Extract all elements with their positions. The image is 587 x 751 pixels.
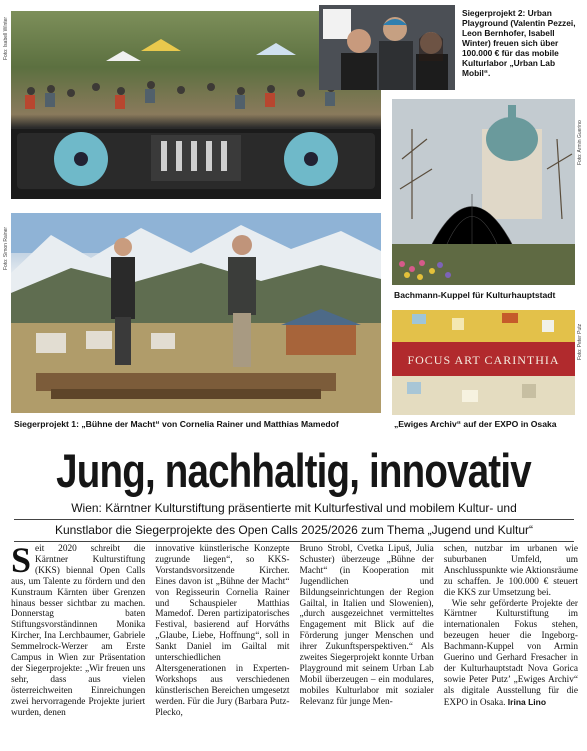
article-column-3 [300, 544, 434, 744]
mosaic-caption: „Ewiges Archiv“ auf der EXPO in Osaka [394, 419, 557, 429]
subhead-line-1: Wien: Kärntner Kulturstiftung präsentierte mit Kulturfestival und mobilem Kultur- und [14, 498, 574, 520]
eternal-archive-mosaic-photo [392, 310, 575, 415]
photo-credit-dj: Foto: Isabell Winter [3, 16, 9, 60]
article-column-4 [444, 544, 578, 744]
portrait-caption: Siegerprojekt 2: Urban Playground (Valentin Pezzei, Leon Bernhofer, Isabell Winter) freuen sich über 100.000 € für das mobile Kulturlabor „Urban Lab Mobil“. [462, 8, 576, 78]
column-3-text: Bruno Strobl, Cvetka Lipuš, Julia Schuster) überzeuge „Bühne der Macht“ (in Kooperation mit Jugendlichen und Bildungseinrichtungen der Region Gailtal, in Italien und Slowenien), „durch ausgezeichnet vermitteltes Engagement mit Blick auf die Förderung junger Menschen und ihrer Zukunftsperspektiven.“ Als zweites Siegerprojekt konnte Urban Playground mit seinem Urban Lab Mobil überzeugen – ein modulares, mobiles Kulturlabor mit sozialer Relevanz für junge Men- [299, 544, 434, 707]
article-column-1 [11, 544, 145, 744]
photo-credit-mountain: Foto: Simon Rainer [3, 226, 9, 270]
dome-caption: Bachmann-Kuppel für Kulturhauptstadt [394, 290, 556, 300]
article-column-2 [155, 544, 289, 744]
article-author: Irina Lino [507, 696, 547, 707]
column-4-paragraph-1: schen, nutzbar im urbanen wie suburbanen Umfeld, um Anschlusspunkte wie Aktionsräume zu schaffen. Je 100.000 € steuert die KKS zur Umsetzung bei. [443, 544, 578, 598]
mountain-caption: Siegerprojekt 1: „Bühne der Macht“ von Cornelia Rainer und Matthias Mamedof [14, 419, 339, 429]
stage-of-power-photo [11, 213, 381, 413]
photo-credit-mosaic: Foto: Peter Putz [577, 323, 583, 360]
column-4-paragraph-2: Wie sehr geförderte Projekte der Kärntner Kulturstiftung im internationalen Fokus stehen, bezeugen heuer die Ingeborg-Bachmann-Kuppel von Armin Guerino und Gerhard Fresacher in der Kulturhauptstadt Nova Gorica sowie Peter Putz’ „Ewiges Archiv“ als digitale Ausstellung für die EXPO in Osaka. [443, 598, 578, 708]
photo-credit-dome: Foto: Armin Guerino [577, 120, 583, 165]
article-headline: Jung, nachhaltig, innovativ [56, 444, 531, 497]
urban-playground-portrait-photo [319, 5, 455, 90]
article-body [11, 544, 578, 744]
bachmann-dome-photo [392, 99, 575, 285]
column-4-paragraph-2-wrap [444, 599, 578, 709]
drop-cap: S [11, 544, 32, 580]
column-2-text: innovative künstlerische Konzepte zugrunde liegen“, so KKS-Vorstandsvorsitzende Kircher. Eines davon ist „Bühne der Macht“ von Regisseurin Cornelia Rainer und Schauspieler Matthias Mamedof. Deren partizipatorisches Festival, basierend auf Horváths „Glaube, Liebe, Hoffnung“, soll in Sankt Daniel im Gailtal mit unterschiedlichen Altersgenerationen in Experten-Workshops aus verschiedenen künstlerischen Bereichen umgesetzt werden. Für die Jury (Barbara Putz-Plecko, [155, 544, 290, 718]
mosaic-text: FOCUS ART CARINTHIA [407, 353, 560, 367]
column-1-text: eit 2020 schreibt die Kärntner Kulturstiftung (KKS) biennal Open Calls aus, um Talente zu fördern und den Kunstraum Kärnten über Grenzen hinaus besser sichtbar zu machen. Donnerstag baten Stiftungsvorständinnen Monika Kircher, Ina Lerchbaumer, Gabriele Semmelrock-Werzer am Erste Campus in Wien zur Präsentation der Siegerprojekte: „Wir freuen uns sehr, dass aus vielen österreichweiten Einreichungen zwei hervorragende Projekte juriert wurden, denen [11, 544, 146, 718]
article-subhead [14, 498, 574, 542]
subhead-line-2: Kunstlabor die Siegerprojekte des Open Calls 2025/2026 zum Thema „Jugend und Kultur“ [14, 520, 574, 542]
